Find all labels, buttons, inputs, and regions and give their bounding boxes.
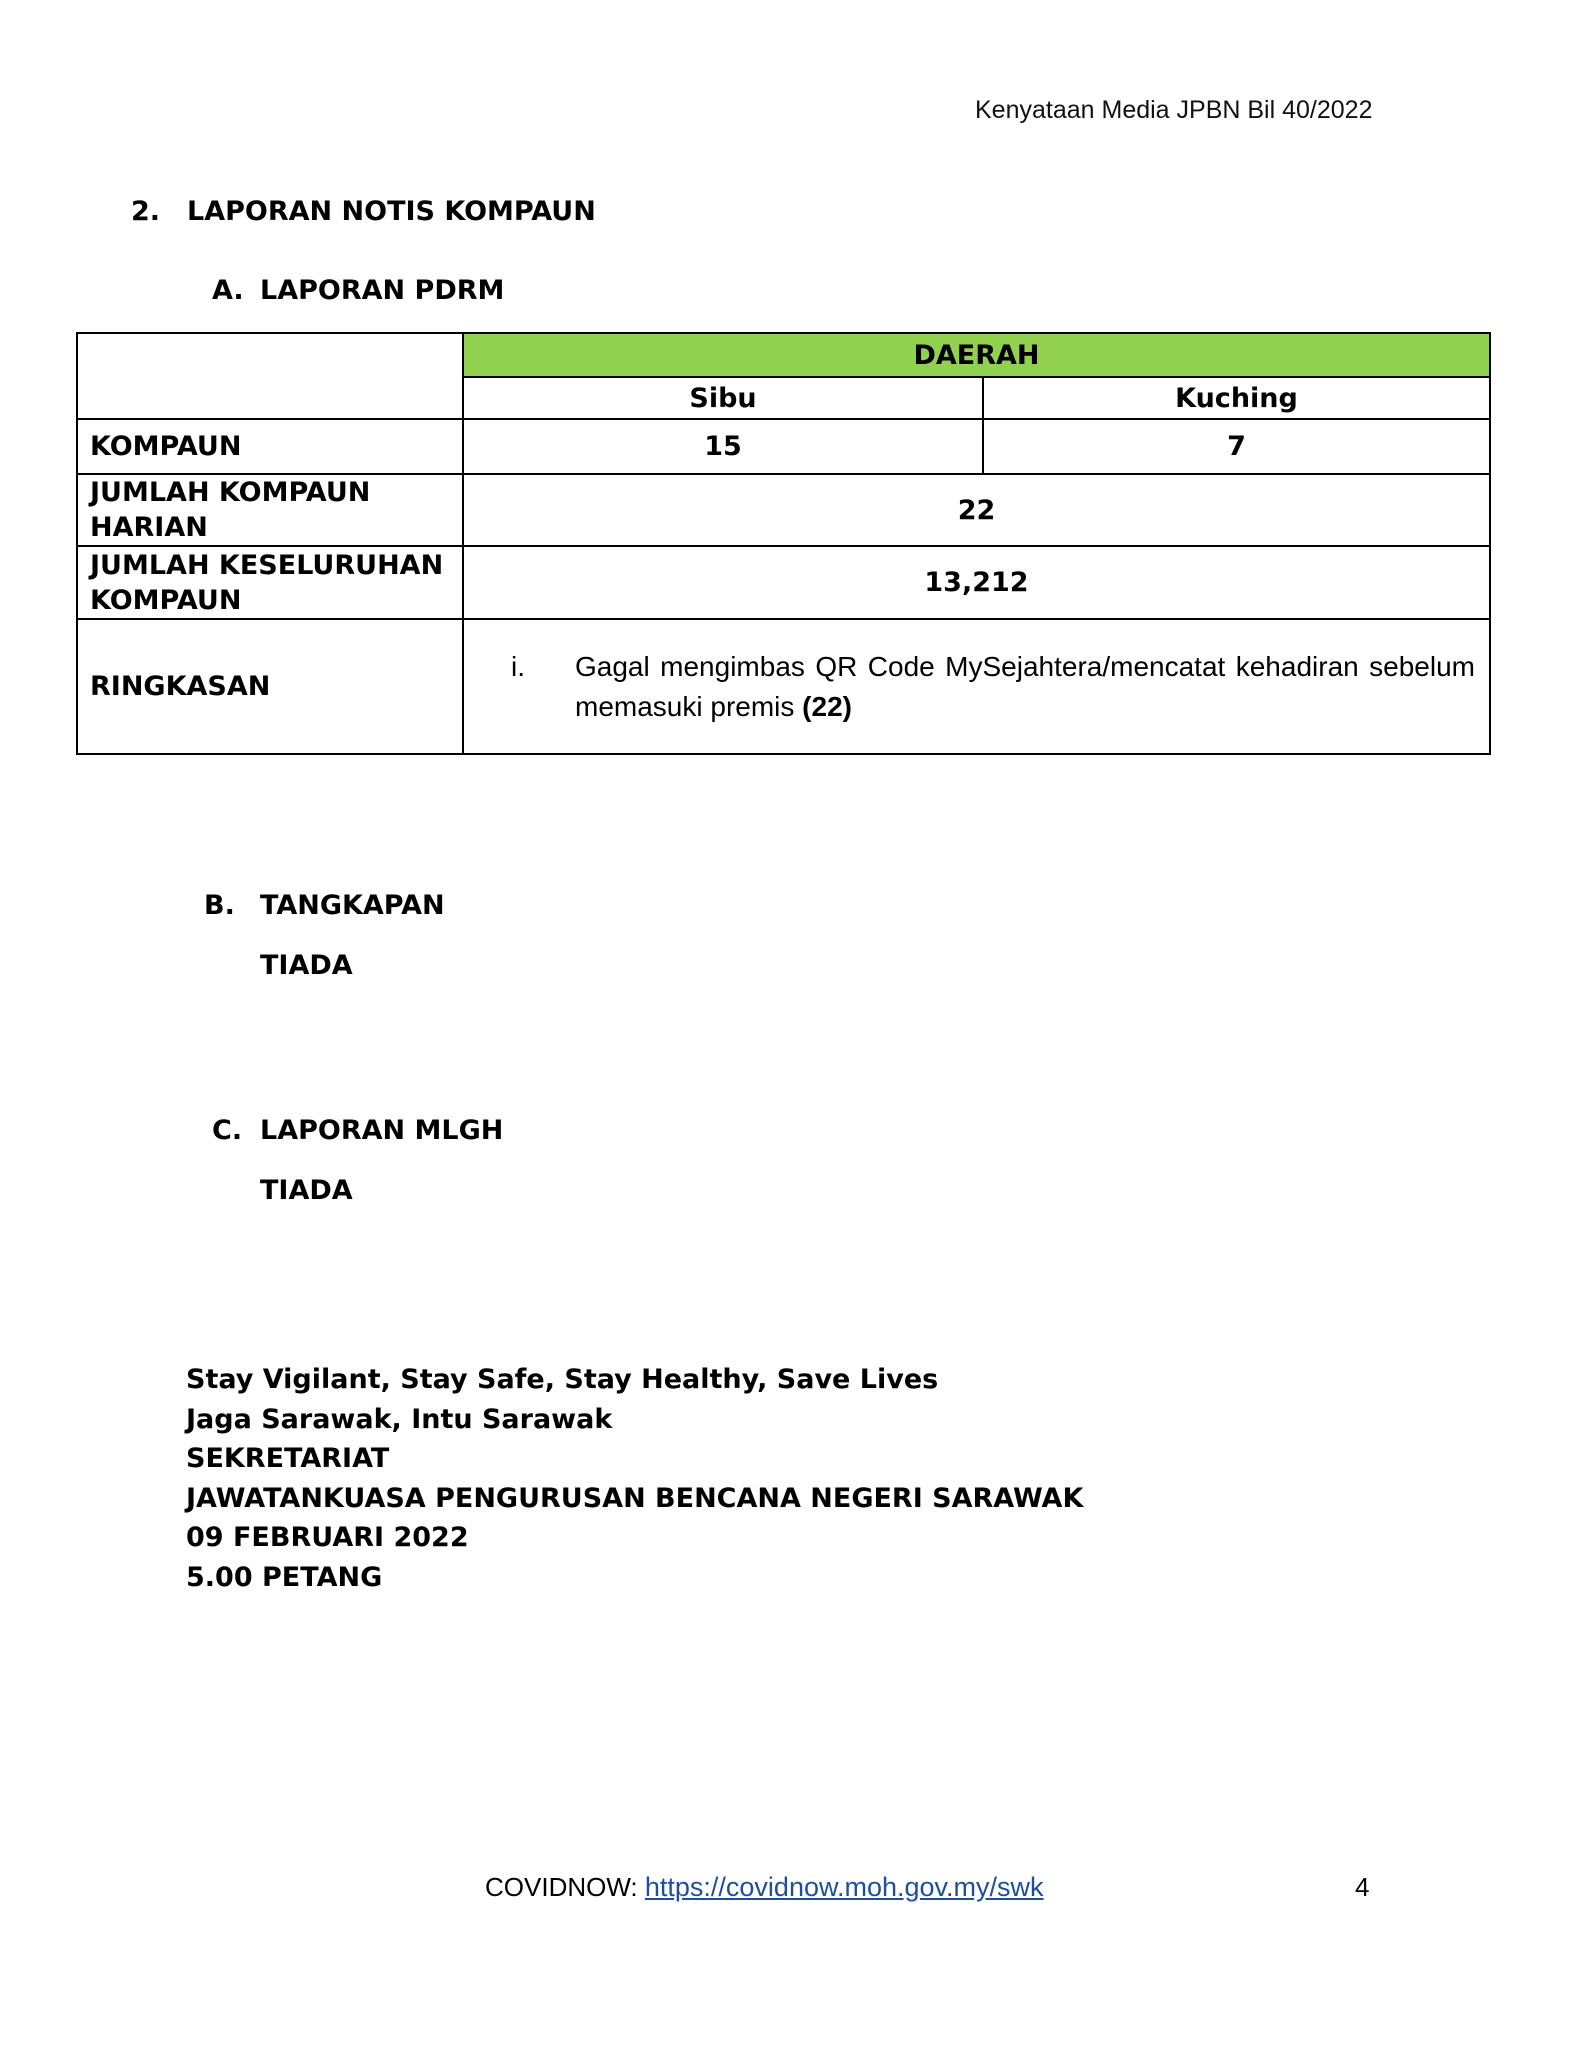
table-row: [77, 546, 1490, 619]
footer: [485, 1872, 1044, 1903]
subsection-b-value: TIADA: [260, 950, 353, 981]
subsection-b-title: TANGKAPAN: [260, 890, 445, 921]
kompaun-report-table: [76, 332, 1491, 755]
covidnow-link[interactable]: https://covidnow.moh.gov.my/swk: [644, 1872, 1044, 1902]
ringkasan-content: [463, 619, 1490, 754]
summary-item-text: Gagal mengimbas QR Code MySejahtera/mencatat kehadiran sebelum memasuki premis: [575, 650, 1475, 722]
kompaun-label: KOMPAUN: [77, 419, 463, 474]
closing-slogan: Stay Vigilant, Stay Safe, Stay Healthy, Save Lives: [186, 1364, 939, 1395]
document-reference: Kenyataan Media JPBN Bil 40/2022: [975, 96, 1373, 124]
kompaun-sibu-value: 15: [463, 419, 983, 474]
subsection-c-title: LAPORAN MLGH: [260, 1115, 504, 1146]
jumlah-harian-value: 22: [463, 474, 1490, 546]
closing-block: [186, 1360, 1083, 1597]
closing-motto: Jaga Sarawak, Intu Sarawak: [186, 1403, 613, 1435]
jumlah-keseluruhan-label: JUMLAH KESELURUHAN KOMPAUN: [77, 546, 463, 619]
table-row: [77, 619, 1490, 754]
summary-item-marker: i.: [511, 650, 525, 682]
section-number: 2.: [131, 196, 161, 227]
jumlah-keseluruhan-value: 13,212: [463, 546, 1490, 619]
district-sibu: Sibu: [463, 377, 983, 419]
closing-time: 5.00 PETANG: [186, 1561, 383, 1593]
section-heading: [131, 196, 596, 227]
summary-list-item: [511, 647, 1475, 727]
closing-secretariat: SEKRETARIAT: [186, 1443, 390, 1474]
subsection-b-heading: [204, 890, 445, 921]
subsection-a-heading: [212, 275, 504, 306]
table-row: [77, 474, 1490, 546]
subsection-c-letter: C.: [212, 1115, 243, 1146]
subsection-a-title: LAPORAN PDRM: [260, 275, 505, 306]
summary-item-count: (22): [802, 690, 852, 722]
closing-committee: JAWATANKUASA PENGURUSAN BENCANA NEGERI SARAWAK: [186, 1482, 1084, 1514]
summary-item-body: [575, 647, 1475, 727]
district-kuching: Kuching: [983, 377, 1490, 419]
kompaun-kuching-value: 7: [983, 419, 1490, 474]
section-title: LAPORAN NOTIS KOMPAUN: [187, 196, 596, 227]
subsection-a-letter: A.: [212, 275, 244, 306]
jumlah-harian-label: JUMLAH KOMPAUN HARIAN: [77, 474, 463, 546]
ringkasan-label: RINGKASAN: [77, 619, 463, 754]
subsection-c-heading: [212, 1115, 503, 1146]
subsection-b-letter: B.: [204, 890, 235, 921]
footer-label: COVIDNOW:: [485, 1872, 638, 1902]
subsection-c-value: TIADA: [260, 1175, 353, 1206]
page-number: 4: [1355, 1872, 1370, 1902]
table-corner-cell: [77, 333, 463, 419]
closing-date: 09 FEBRUARI 2022: [186, 1522, 469, 1553]
daerah-header: DAERAH: [463, 333, 1490, 377]
table-row: [77, 419, 1490, 474]
